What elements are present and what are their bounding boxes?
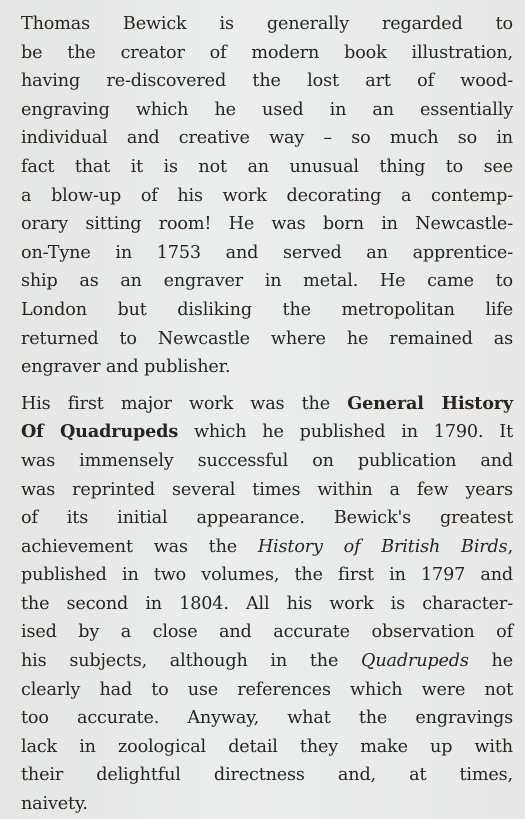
text-run: achievement was the xyxy=(21,536,258,557)
text-line: engraving which he used in an essentially xyxy=(21,99,513,120)
text-line: was immensely successful on publication and xyxy=(21,450,513,471)
text-run: , xyxy=(507,536,514,557)
text-line: having re-discovered the lost art of wood- xyxy=(21,71,513,92)
text-line: engraver and publisher. xyxy=(21,357,231,378)
text-line: naivety. xyxy=(21,794,88,815)
text-line: the second in 1804. All his work is character- xyxy=(21,593,513,614)
book-title-quadrupeds: General History xyxy=(347,392,513,414)
text-line xyxy=(21,418,513,447)
text-line: fact that it is not an unusual thing to see xyxy=(21,156,513,177)
text-run: His first major work was the xyxy=(21,393,348,414)
text-line: be the creator of modern book illustration, xyxy=(21,42,513,63)
text-line: on-Tyne in 1753 and served an apprentice- xyxy=(21,242,513,263)
text-line xyxy=(21,533,513,562)
text-line: ship as an engraver in metal. He came to xyxy=(21,271,513,292)
text-line: orary sitting room! He was born in Newcastle- xyxy=(21,214,513,235)
text-run: his subjects, although in the xyxy=(21,651,362,672)
book-title-quadrupeds-short: Quadrupeds xyxy=(361,651,469,672)
text-line xyxy=(21,647,513,676)
text-run: he xyxy=(468,651,514,672)
text-line: published in two volumes, the first in 1797 and xyxy=(21,565,513,586)
text-run: which he published in 1790. It xyxy=(178,422,514,443)
text-line: returned to Newcastle where he remained as xyxy=(21,328,513,349)
text-line: individual and creative way – so much so in xyxy=(21,128,513,149)
text-line: too accurate. Anyway, what the engravings xyxy=(21,708,513,729)
paragraph-major-works xyxy=(21,390,513,819)
text-line: was reprinted several times within a few years xyxy=(21,479,513,500)
text-line: lack in zoological detail they make up with xyxy=(21,736,513,757)
text-line: a blow-up of his work decorating a contemp- xyxy=(21,185,513,206)
text-line: London but disliking the metropolitan life xyxy=(21,299,513,320)
paragraph-bewick-intro xyxy=(21,10,513,382)
text-line: Thomas Bewick is generally regarded to xyxy=(21,14,513,34)
text-line xyxy=(21,390,513,419)
book-title-british-birds: History of British Birds xyxy=(257,536,508,557)
text-line: their delightful directness and, at times, xyxy=(21,765,513,786)
text-line: ised by a close and accurate observation of xyxy=(21,622,513,643)
text-line: clearly had to use references which were not xyxy=(21,679,513,700)
text-line: of its initial appearance. Bewick's greatest xyxy=(21,508,513,529)
book-title-quadrupeds-cont: Of Quadrupeds xyxy=(21,421,179,443)
